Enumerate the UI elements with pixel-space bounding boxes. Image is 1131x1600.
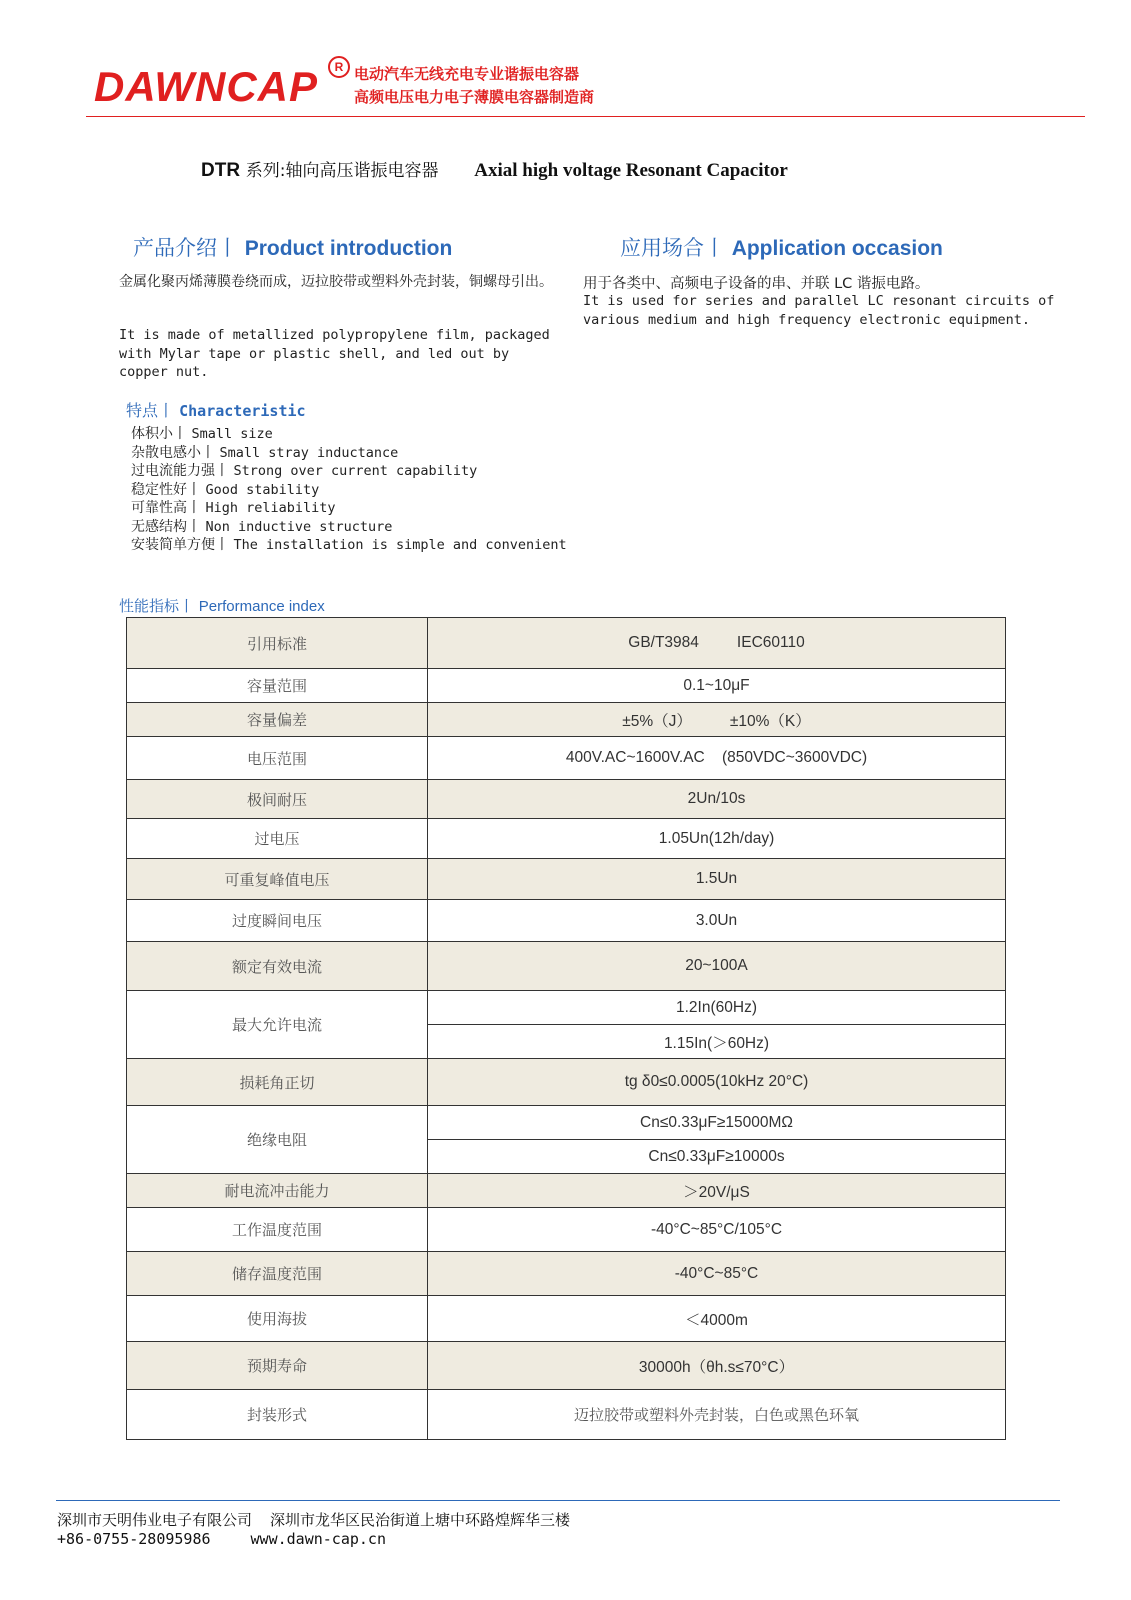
performance-heading (119, 595, 325, 616)
application-body-en: It is used for series and parallel LC resonant circuits of various medium and high frequency electronic equipment. (583, 293, 1055, 328)
value-cell: tg δ0≤0.0005(10kHz 20°C) (428, 1059, 1006, 1106)
value-text: ±5%（J） (622, 712, 692, 730)
value-cell: 20~100A (428, 942, 1006, 991)
value-cell: 3.0Un (428, 900, 1006, 942)
characteristic-item (131, 481, 571, 500)
value-text: 400V.AC~1600V.AC (565, 749, 705, 766)
table-row (127, 737, 1006, 780)
param-cell: 预期寿命 (127, 1342, 428, 1390)
characteristic-item-en: Strong over current capability (233, 463, 478, 479)
param-cell: 过度瞬间电压 (127, 900, 428, 942)
value-cell: 1.5Un (428, 859, 1006, 900)
param-cell: 引用标准 (127, 618, 428, 669)
table-row (127, 1342, 1006, 1390)
param-cell: 储存温度范围 (127, 1252, 428, 1296)
characteristic-item-en: Small size (191, 426, 273, 442)
performance-table (126, 617, 1006, 1440)
table-row (127, 1059, 1006, 1106)
characteristic-item (131, 425, 571, 444)
param-cell: 使用海拔 (127, 1296, 428, 1342)
param-cell: 过电压 (127, 819, 428, 859)
characteristic-item-cn: 无感结构丨 (131, 518, 201, 535)
param-cell: 封装形式 (127, 1390, 428, 1440)
characteristic-item-cn: 稳定性好丨 (131, 481, 201, 498)
performance-heading-en: Performance index (198, 598, 325, 615)
characteristic-item-cn: 体积小丨 (131, 426, 187, 442)
characteristic-item (131, 518, 571, 537)
value-text: GB/T3984 (628, 634, 699, 651)
characteristic-heading-en: Characteristic (179, 402, 306, 420)
application-body-cn: 用于各类中、高频电子设备的串、并联 LC 谐振电路。 (583, 276, 930, 292)
value-cell: Cn≤0.33μF≥15000MΩ (428, 1106, 1006, 1140)
value-text: (850VDC~3600VDC) (721, 749, 868, 766)
application-heading-cn: 应用场合丨 (620, 236, 725, 260)
characteristic-item (131, 536, 571, 555)
param-cell: 容量偏差 (127, 703, 428, 737)
table-row (127, 859, 1006, 900)
table-row (127, 991, 1006, 1025)
value-text: IEC60110 (736, 634, 805, 651)
table-row (127, 669, 1006, 703)
table-row (127, 1390, 1006, 1440)
company-logo: DAWNCAP (94, 63, 318, 110)
value-cell: -40°C~85°C/105°C (428, 1208, 1006, 1252)
document-title (201, 156, 788, 182)
value-text: ±10%（K） (729, 712, 811, 730)
footer-divider (56, 1500, 1060, 1501)
table-row (127, 1252, 1006, 1296)
table-row (127, 703, 1006, 737)
characteristic-item-cn: 可靠性高丨 (131, 500, 201, 516)
value-cell: ＜4000m (428, 1296, 1006, 1342)
param-cell: 最大允许电流 (127, 991, 428, 1059)
table-row (127, 618, 1006, 669)
param-cell: 极间耐压 (127, 780, 428, 819)
performance-heading-cn: 性能指标丨 (119, 597, 195, 615)
intro-heading (133, 238, 452, 259)
characteristic-item-en: Small stray inductance (219, 444, 399, 461)
table-row (127, 1174, 1006, 1208)
characteristic-item-cn: 过电流能力强丨 (131, 463, 229, 479)
value-cell: 1.2In(60Hz) (428, 991, 1006, 1025)
param-cell: 可重复峰值电压 (127, 859, 428, 900)
param-cell: 额定有效电流 (127, 942, 428, 991)
intro-body-cn: 金属化聚丙烯薄膜卷绕而成，迈拉胶带或塑料外壳封装，铜螺母引出。 (119, 274, 553, 290)
characteristic-item-cn: 杂散电感小丨 (131, 444, 215, 461)
table-row (127, 1106, 1006, 1140)
characteristic-item (131, 444, 571, 463)
characteristic-list (131, 425, 571, 555)
value-cell (428, 618, 1006, 669)
title-cn: 系列:轴向高压谐振电容器 (245, 161, 439, 181)
header-divider (86, 116, 1085, 117)
table-row (127, 942, 1006, 991)
title-series: DTR (201, 160, 241, 181)
intro-heading-cn: 产品介绍丨 (133, 236, 238, 260)
footer-address: 深圳市龙华区民治街道上塘中环路煌辉华三楼 (270, 1511, 571, 1529)
value-cell (428, 737, 1006, 780)
value-cell (428, 703, 1006, 737)
param-cell: 容量范围 (127, 669, 428, 703)
intro-heading-en: Product introduction (244, 237, 453, 260)
characteristic-item-en: Good stability (205, 481, 320, 498)
registered-mark: R (328, 56, 350, 78)
value-cell: 2Un/10s (428, 780, 1006, 819)
characteristic-item-cn: 安装简单方便丨 (131, 537, 229, 553)
footer-company: 深圳市天明伟业电子有限公司 (57, 1511, 253, 1529)
tagline-1: 电动汽车无线充电专业谐振电容器 (354, 65, 580, 83)
table-row (127, 780, 1006, 819)
value-cell: ＞20V/μS (428, 1174, 1006, 1208)
title-en: Axial high voltage Resonant Capacitor (474, 160, 788, 181)
param-cell: 绝缘电阻 (127, 1106, 428, 1174)
characteristic-heading-cn: 特点丨 (126, 401, 175, 420)
table-row (127, 1296, 1006, 1342)
value-cell: Cn≤0.33μF≥10000s (428, 1140, 1006, 1174)
value-cell: 0.1~10μF (428, 669, 1006, 703)
characteristic-item (131, 462, 571, 481)
value-cell: 1.15In(＞60Hz) (428, 1025, 1006, 1059)
value-cell: 1.05Un(12h/day) (428, 819, 1006, 859)
characteristic-heading (126, 398, 306, 421)
intro-body-en: It is made of metallized polypropylene film, packaged with Mylar tape or plastic shell, and led out by copper nut. (119, 327, 550, 380)
application-heading (620, 238, 943, 259)
value-cell: -40°C~85°C (428, 1252, 1006, 1296)
param-cell: 电压范围 (127, 737, 428, 780)
characteristic-item (131, 499, 571, 518)
table-row (127, 900, 1006, 942)
value-cell: 迈拉胶带或塑料外壳封装，白色或黑色环氧 (428, 1390, 1006, 1440)
param-cell: 损耗角正切 (127, 1059, 428, 1106)
value-cell: 30000h（θh.s≤70°C） (428, 1342, 1006, 1390)
param-cell: 工作温度范围 (127, 1208, 428, 1252)
tagline-2: 高频电压电力电子薄膜电容器制造商 (354, 88, 595, 106)
application-heading-en: Application occasion (731, 237, 943, 260)
param-cell: 耐电流冲击能力 (127, 1174, 428, 1208)
characteristic-item-en: The installation is simple and convenient (233, 537, 567, 553)
table-row (127, 1208, 1006, 1252)
footer-phone: +86-0755-28095986 (57, 1530, 211, 1548)
characteristic-item-en: High reliability (205, 500, 336, 516)
footer-website: www.dawn-cap.cn (250, 1530, 386, 1548)
table-row (127, 819, 1006, 859)
footer-contact-line (57, 1530, 386, 1548)
footer-company-line (57, 1509, 570, 1530)
characteristic-item-en: Non inductive structure (205, 518, 393, 535)
